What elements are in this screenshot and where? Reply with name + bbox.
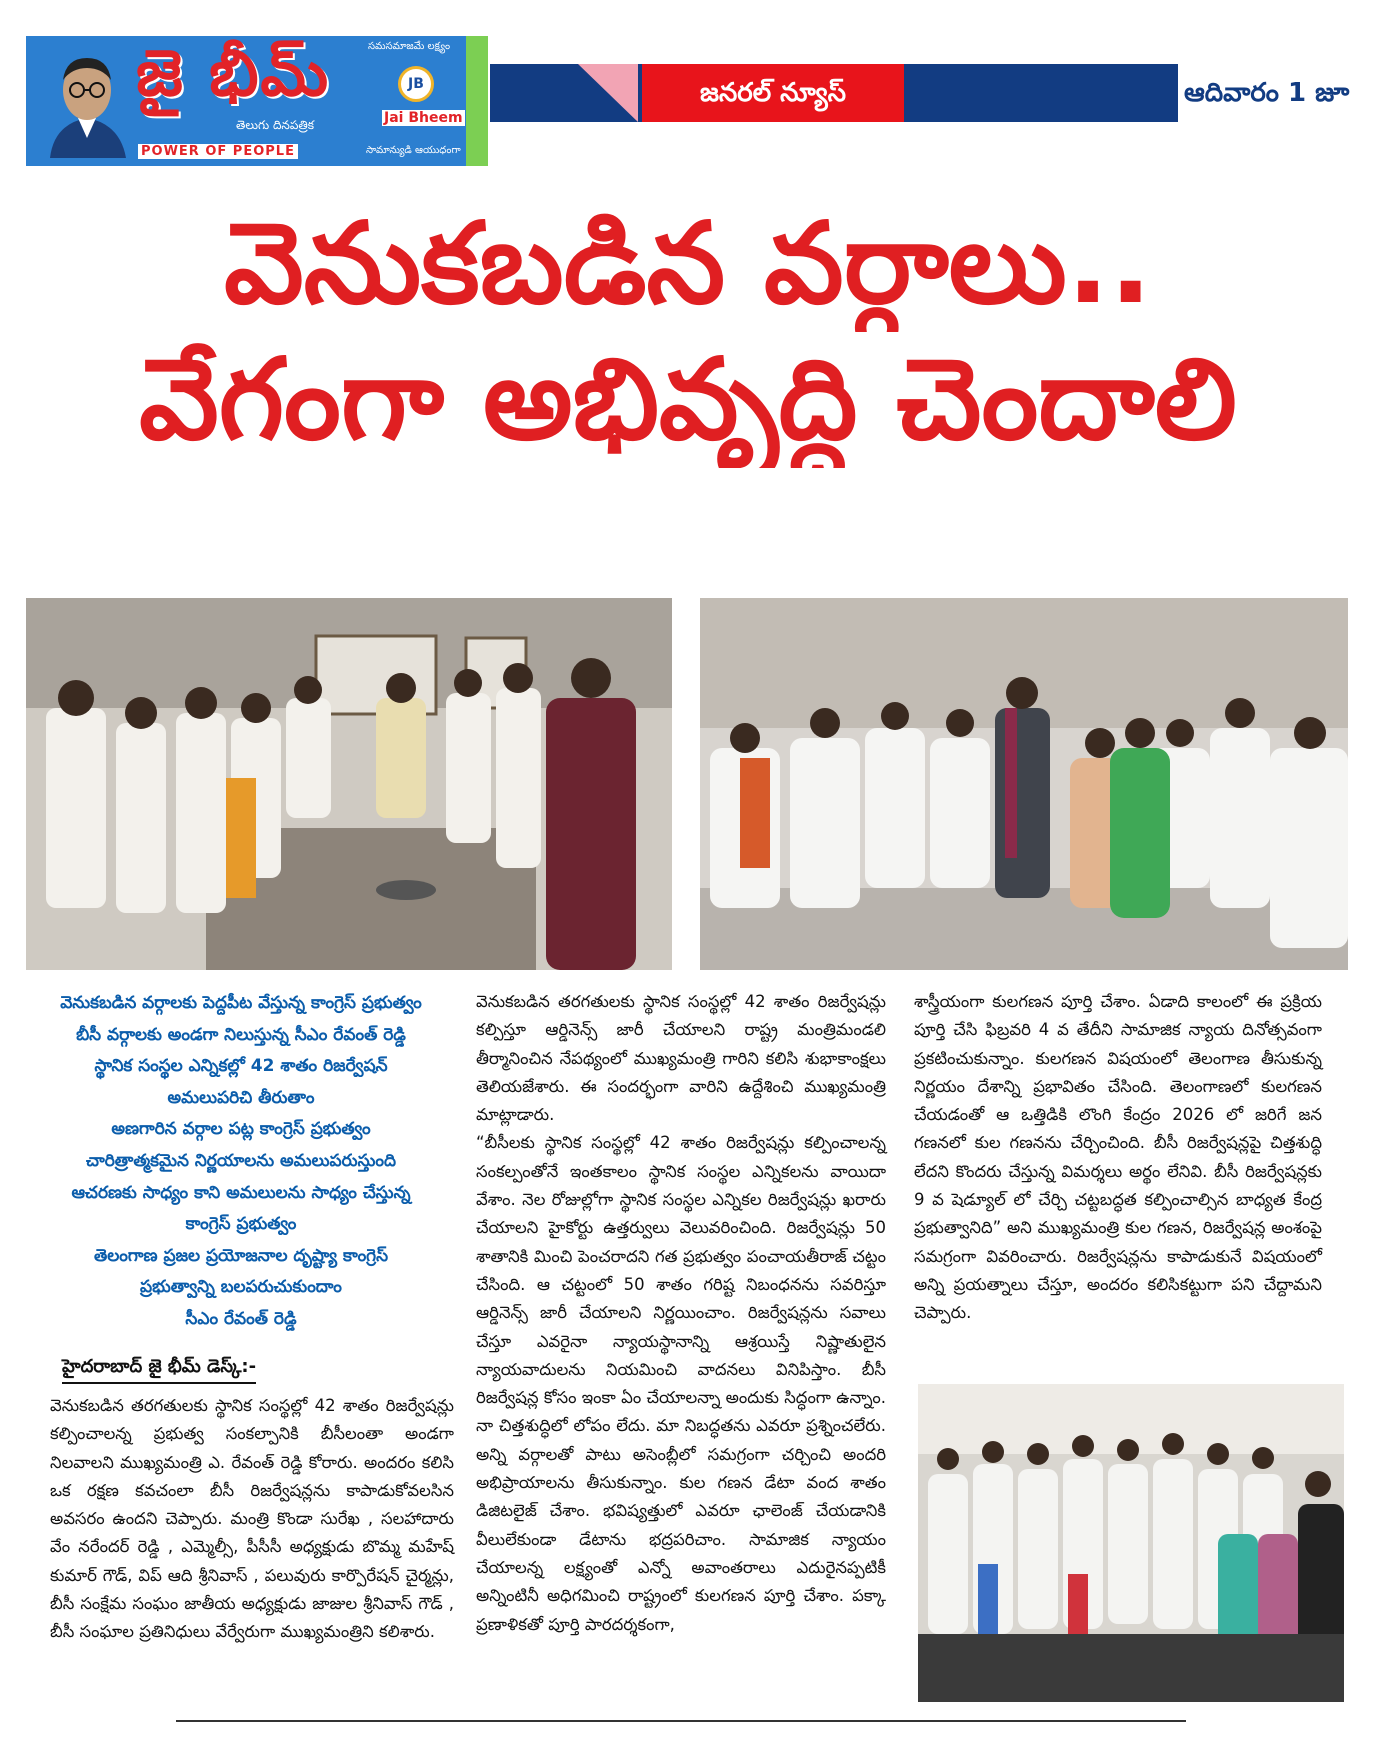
emblem-top-text: సమసమాజమే లక్ష్యం: [368, 41, 451, 52]
article-paragraph: వెనుకబడిన తరగతులకు స్థానిక సంస్థల్లో 42 శాతం రిజర్వేషన్లు కల్పిస్తూ ఆర్డినెన్స్ జారీ చేయాలని రాష్ట్ర మంత్రిమండలి తీర్మానించిన నేపథ్యంలో ముఖ్యమంత్రి గారిని కలిసి శుభాకాంక్షలు తెలియజేశారు. ఈ సందర్భంగా వారిని ఉద్దేశించి ముఖ్యమంత్రి మాట్లాడారు.: [476, 992, 886, 1125]
emblem-badge-icon: JB: [398, 66, 434, 102]
ambedkar-portrait-icon: [40, 46, 134, 158]
highlight-line: బీసీ వర్గాలకు అండగా నిలుస్తున్న సీఎం రేవంత్ రెడ్డి: [76, 1024, 406, 1045]
masthead: [26, 36, 488, 166]
masthead-accent: [466, 36, 488, 166]
photo-cm-speaking: [700, 598, 1348, 970]
top-bar: [490, 64, 1376, 122]
article-paragraph: “బీసీలకు స్థానిక సంస్థల్లో 42 శాతం రిజర్వేషన్లు కల్పించాలన్న సంకల్పంతోనే ఇంతకాలం స్థానిక సంస్థల ఎన్నికలను వాయిదా వేశాం. నెల రోజుల్లోగా స్థానిక సంస్థల ఎన్నికల రిజర్వేషన్లు ఖరారు చేయాలని హైకోర్టు ఉత్తర్వులు వెలువరించింది. రిజర్వేషన్లు 50 శాతానికి మించి పెంచరాదని గత ప్రభుత్వం పంచాయతీరాజ్ చట్టం చేసింది. ఆ చట్టంలో 50 శాతం గరిష్ట నిబంధనను సవరిస్తూ ఆర్డినెన్స్ జారీ చేయాలని నిర్ణయించాం. రిజర్వేషన్లను సవాలు చేస్తూ ఎవరైనా న్యాయస్థానాన్ని ఆశ్రయిస్తే నిష్ణాతులైన న్యాయవాదులను నియమించి వాదనలు వినిపిస్తాం. బీసీ రిజర్వేషన్ల కోసం ఇంకా ఏం చేయాలన్నా అందుకు సిద్ధంగా ఉన్నాం. నా చిత్తశుద్ధిలో లోపం లేదు. మా నిబద్ధతను ఎవరూ ప్రశ్నించలేరు. అన్ని వర్గాలతో పాటు అసెంబ్లీలో సమగ్రంగా చర్చించి అందరి అభిప్రాయాలను తీసుకున్నాం. కుల గణన డేటా వంద శాతం డిజిటలైజ్ చేశాం. భవిష్యత్తులో ఎవరూ ఛాలెంజ్ చేయడానికి వీలులేకుండా డేటాను భద్రపరిచాం. సామాజిక న్యాయం చేయాలన్న లక్ష్యంతో ఎన్నో అవాంతరాలు ఎదురైనప్పటికీ అన్నింటినీ అధిగమించి రాష్ట్రంలో కులగణన పూర్తి చేశాం. పక్కా ప్రణాళికతో పూర్తి పారదర్శకంగా,: [476, 1133, 886, 1634]
highlight-line: వెనుకబడిన వర్గాలకు పెద్దపీట వేస్తున్న కాంగ్రెస్ ప్రభుత్వం: [60, 993, 422, 1013]
article-column-2: [476, 988, 886, 1639]
highlight-line: అమలుపరిచి తీరుతాం: [167, 1087, 315, 1108]
highlight-line: ప్రభుత్వాన్ని బలపరుచుకుందాం: [140, 1277, 342, 1298]
highlight-line: కాంగ్రెస్ ప్రభుత్వం: [185, 1214, 297, 1235]
emblem-bottom-text: సామాన్యుడి ఆయుధంగా: [366, 145, 461, 156]
article-paragraph: శాస్త్రీయంగా కులగణన పూర్తి చేశాం. ఏడాది కాలంలో ఈ ప్రక్రియ పూర్తి చేసి ఫిబ్రవరి 4 వ తేదీని సామాజిక న్యాయ దినోత్సవంగా ప్రకటించుకున్నాం. కులగణన విషయంలో తెలంగాణ తీసుకున్న నిర్ణయం దేశాన్ని ప్రభావితం చేసింది. తెలంగాణలో కులగణన చేయడంతో ఆ ఒత్తిడికి లొంగి కేంద్రం 2026 లో జరిగే జన గణనలో కుల గణనను చేర్చించింది. బీసీ రిజర్వేషన్లపై చిత్తశుద్ధి లేదని కొందరు చేస్తున్న విమర్శలు అర్థం లేనివి. బీసీ రిజర్వేషన్లకు 9 వ షెడ్యూల్ లో చేర్చి చట్టబద్ధత కల్పించాల్సిన బాధ్యత కేంద్ర ప్రభుత్వానిది” అని ముఖ్యమంత్రి కుల గణన, రిజర్వేషన్ల అంశంపై సమగ్రంగా వివరించారు. రిజర్వేషన్లను కాపాడుకునే విషయంలో అన్ని ప్రయత్నాలు చేస్తూ, అందరం కలిసికట్టుగా పని చేద్దామని చెప్పారు.: [914, 992, 1322, 1323]
logo-subtitle: తెలుగు దినపత్రిక: [236, 118, 315, 132]
highlight-line: అణగారిన వర్గాల పట్ల కాంగ్రెస్ ప్రభుత్వం: [111, 1119, 371, 1140]
logo-tagline: POWER OF PEOPLE: [138, 144, 298, 159]
issue-date: ఆదివారం 1 జూ: [1178, 64, 1376, 122]
top-bar-fold: [578, 64, 638, 122]
highlight-line: ఆచరణకు సాధ్యం కాని అమలులను సాధ్యం చేస్తున్న: [71, 1182, 411, 1203]
highlight-line: చారిత్రాత్మకమైన నిర్ణయాలను అమలుపరుస్తుంది: [85, 1150, 397, 1171]
photo-meeting-room: [26, 598, 672, 970]
article-column-1: [50, 1392, 454, 1647]
dateline: హైదరాబాద్ జై భీమ్ డెస్క్:-: [62, 1356, 256, 1384]
emblem-name: Jai Bheem: [384, 110, 463, 126]
article-paragraph: వెనుకబడిన తరగతులకు స్థానిక సంస్థల్లో 42 శాతం రిజర్వేషన్లు కల్పించాలన్న ప్రభుత్వ సంకల్పానికి బీసీలంతా అండగా నిలవాలని ముఖ్యమంత్రి ఎ. రేవంత్ రెడ్డి కోరారు. అందరం కలిసి ఒక రక్షణ కవచంలా బీసీ రిజర్వేషన్లను కాపాడుకోవలసిన అవసరం ఉందని చెప్పారు. మంత్రి కొండా సురేఖ , సలహాదారు వేం నరేందర్ రెడ్డి , ఎమ్మెల్సీ, పీసీసీ అధ్యక్షుడు బొమ్మ మహేష్ కుమార్ గౌడ్, విప్ ఆది శ్రీనివాస్ , పలువురు కార్పొరేషన్ చైర్మన్లు, బీసీ సంక్షేమ సంఘం జాతీయ అధ్యక్షుడు జాజుల శ్రీనివాస్ గౌడ్ , బీసీ సంఘాల ప్రతినిధులు వేర్వేరుగా ముఖ్యమంత్రిని కలిశారు.: [50, 1396, 454, 1642]
section-tag: జనరల్ న్యూస్: [642, 64, 904, 122]
photo-group-felicitation: [918, 1384, 1344, 1702]
bottom-divider: [176, 1720, 1186, 1722]
highlight-line: సీఎం రేవంత్ రెడ్డి: [185, 1308, 297, 1329]
highlight-line: తెలంగాణ ప్రజల ప్రయోజనాల దృష్ట్యా కాంగ్రెస్: [93, 1245, 389, 1266]
headline-line-1: వెనుకబడిన వర్గాలు..: [224, 199, 1152, 329]
highlight-line: స్థానిక సంస్థల ఎన్నికల్లో 42 శాతం రిజర్వేషన్: [94, 1056, 388, 1077]
highlights: [26, 988, 456, 1336]
headline: [20, 196, 1356, 468]
article-column-3: [914, 988, 1322, 1328]
headline-line-2: వేగంగా అభివృద్ధి చెందాలి: [139, 335, 1237, 465]
logo-title: జై భీమ్: [136, 37, 331, 111]
